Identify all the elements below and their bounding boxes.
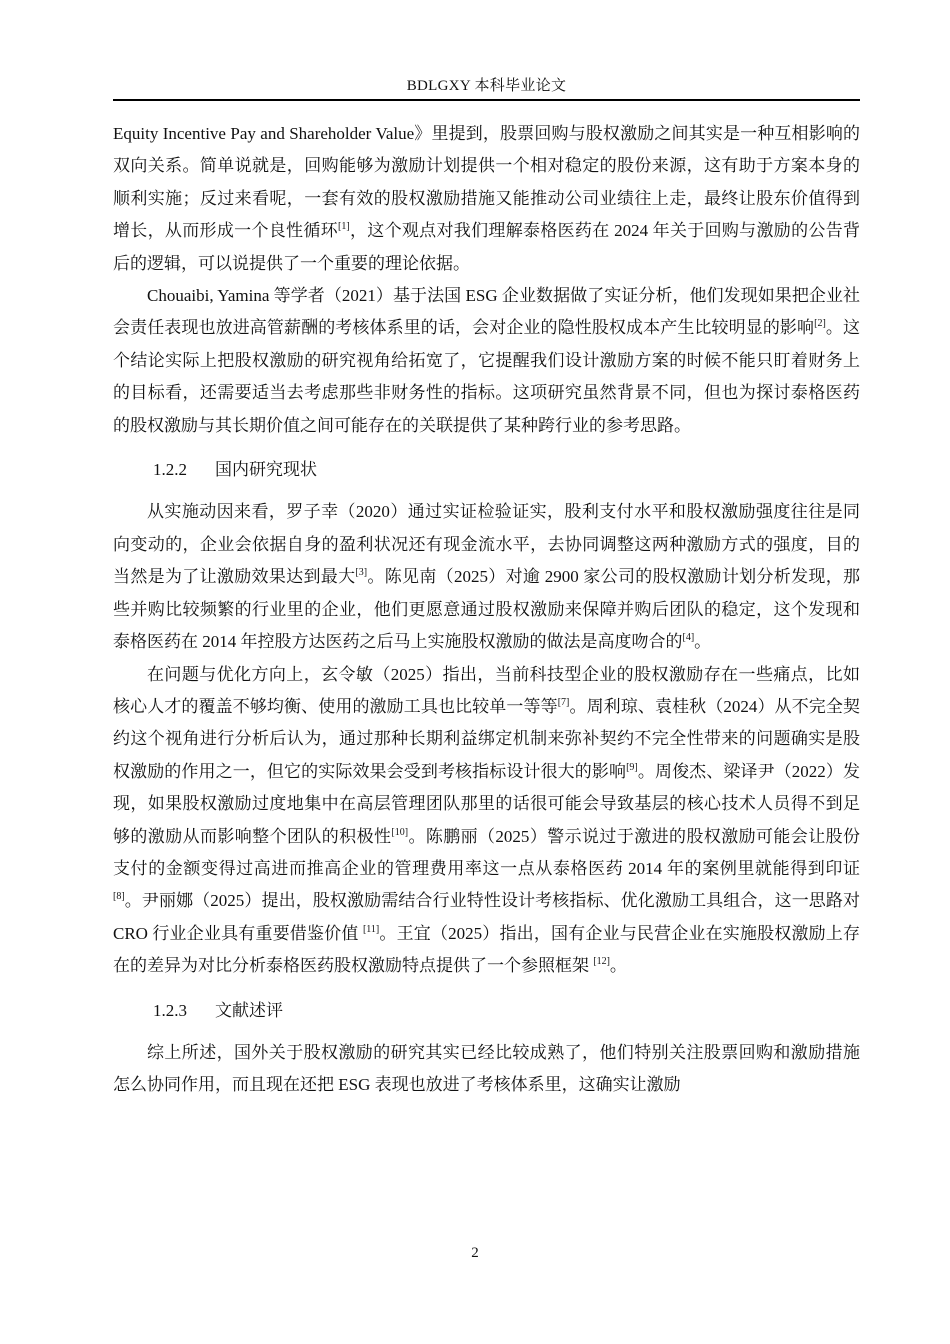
citation: [7] (557, 696, 570, 708)
paragraph-2 (113, 280, 860, 442)
citation: [4] (682, 632, 695, 644)
paragraph-text: 。这个结论实际上把股权激励的研究视角给拓宽了，它提醒我们设计激励方案的时候不能只盯着财务上的目标看，还需要适当去考虑那些非财务性的指标。这项研究虽然背景不同，但也为探讨泰格医药的股权激励与其长期价值之间可能存在的关联提供了某种跨行业的参考思路。 (113, 318, 860, 435)
paragraph-4 (113, 659, 860, 983)
paragraph-5 (113, 1037, 860, 1102)
paragraph-text: ，这个观点对我们理解泰格医药在 2024 年关于回购与激励的公告背后的逻辑，可以说提供了一个重要的理论依据。 (113, 221, 861, 273)
section-title: 文献述评 (215, 1000, 283, 1021)
section-heading-1-2-2 (113, 454, 860, 486)
citation: [2] (814, 318, 826, 330)
citation: [10] (391, 826, 409, 838)
citation: [8] (113, 891, 125, 903)
citation: [12] (593, 956, 610, 968)
paragraph-3 (113, 496, 860, 658)
citation: [11] (362, 923, 380, 935)
paragraph-text: 从实施动因来看，罗子幸（2020）通过实证检验证实，股利支付水平和股权激励强度往往是同向变动的，企业会依据自身的盈利状况还有现金流水平，去协同调整这两种激励方式的强度，目的当然是为了让激励效果达到最大 (113, 502, 860, 587)
section-number: 1.2.3 (153, 1000, 187, 1020)
header-title: BDLGXY 本科毕业论文 (406, 78, 567, 94)
paragraph-1 (113, 118, 860, 280)
page-header (113, 73, 860, 101)
page-footer (0, 1245, 950, 1262)
document-body (113, 118, 860, 1102)
section-title: 国内研究现状 (215, 460, 317, 481)
paragraph-text: Chouaibi, Yamina 等学者（2021）基于法国 ESG 企业数据做了实证分析，他们发现如果把企业社会责任表现也放进高管薪酬的考核体系里的话，会对企业的隐性股权成本产生比较明显的影响 (113, 286, 860, 338)
paragraph-text: 。 (609, 956, 627, 976)
paragraph-text: 。王宜（2025）指出，国有企业与民营企业在实施股权激励上存在的差异为对比分析泰格医药股权激励特点提供了一个参照框架 (113, 923, 860, 976)
paragraph-text: 。周俊杰、梁译尹（2022）发现，如果股权激励过度地集中在高层管理团队那里的话很可能会导致基层的核心技术人员得不到足够的激励从而影响整个团队的积极性 (113, 761, 861, 846)
paragraph-text: 。周利琼、袁桂秋（2024）从不完全契约这个视角进行分析后认为，通过那种长期利益绑定机制来弥补契约不完全性带来的问题确实是股权激励的作用之一，但它的实际效果会受到考核指标设计很大的影响 (113, 696, 861, 781)
paragraph-text: 。尹丽娜（2025）提出，股权激励需结合行业特性设计考核指标、优化激励工具组合，这一思路对 CRO 行业企业具有重要借鉴价值 (113, 891, 860, 943)
paragraph-text: 。陈鹏丽（2025）警示说过于激进的股权激励可能会让股份支付的金额变得过高进而推高企业的管理费用率这一点从泰格医药 2014 年的案例里就能得到印证 (113, 826, 861, 878)
section-number: 1.2.2 (153, 460, 187, 480)
citation: [1] (337, 221, 350, 233)
paragraph-text: 。 (694, 632, 712, 652)
paragraph-text: 。陈见南（2025）对逾 2900 家公司的股权激励计划分析发现，那些并购比较频繁的行业里的企业，他们更愿意通过股权激励来保障并购后团队的稳定，这个发现和泰格医药在 2014 年控股方达医药之后马上实施股权激励的做法是高度吻合的 (113, 567, 861, 652)
page-number: 2 (471, 1245, 479, 1261)
citation: [9] (626, 761, 638, 773)
citation: [3] (355, 567, 368, 579)
section-heading-1-2-3 (113, 995, 860, 1027)
paragraph-text: 在问题与优化方向上，玄令敏（2025）指出，当前科技型企业的股权激励存在一些痛点，比如核心人才的覆盖不够均衡、使用的激励工具也比较单一等等 (113, 664, 860, 716)
paragraph-text: 综上所述，国外关于股权激励的研究其实已经比较成熟了，他们特别关注股票回购和激励措施怎么协同作用，而且现在还把 ESG 表现也放进了考核体系里，这确实让激励 (113, 1042, 860, 1095)
paragraph-text: Equity Incentive Pay and Shareholder Value》里提到，股票回购与股权激励之间其实是一种互相影响的双向关系。简单说就是，回购能够为激励计划提供一个相对稳定的股份来源，这有助于方案本身的顺利实施；反过来看呢，一套有效的股权激励措施又能推动公司业绩往上走，最终让股东价值得到增长，从而形成一个良性循环 (113, 124, 860, 241)
